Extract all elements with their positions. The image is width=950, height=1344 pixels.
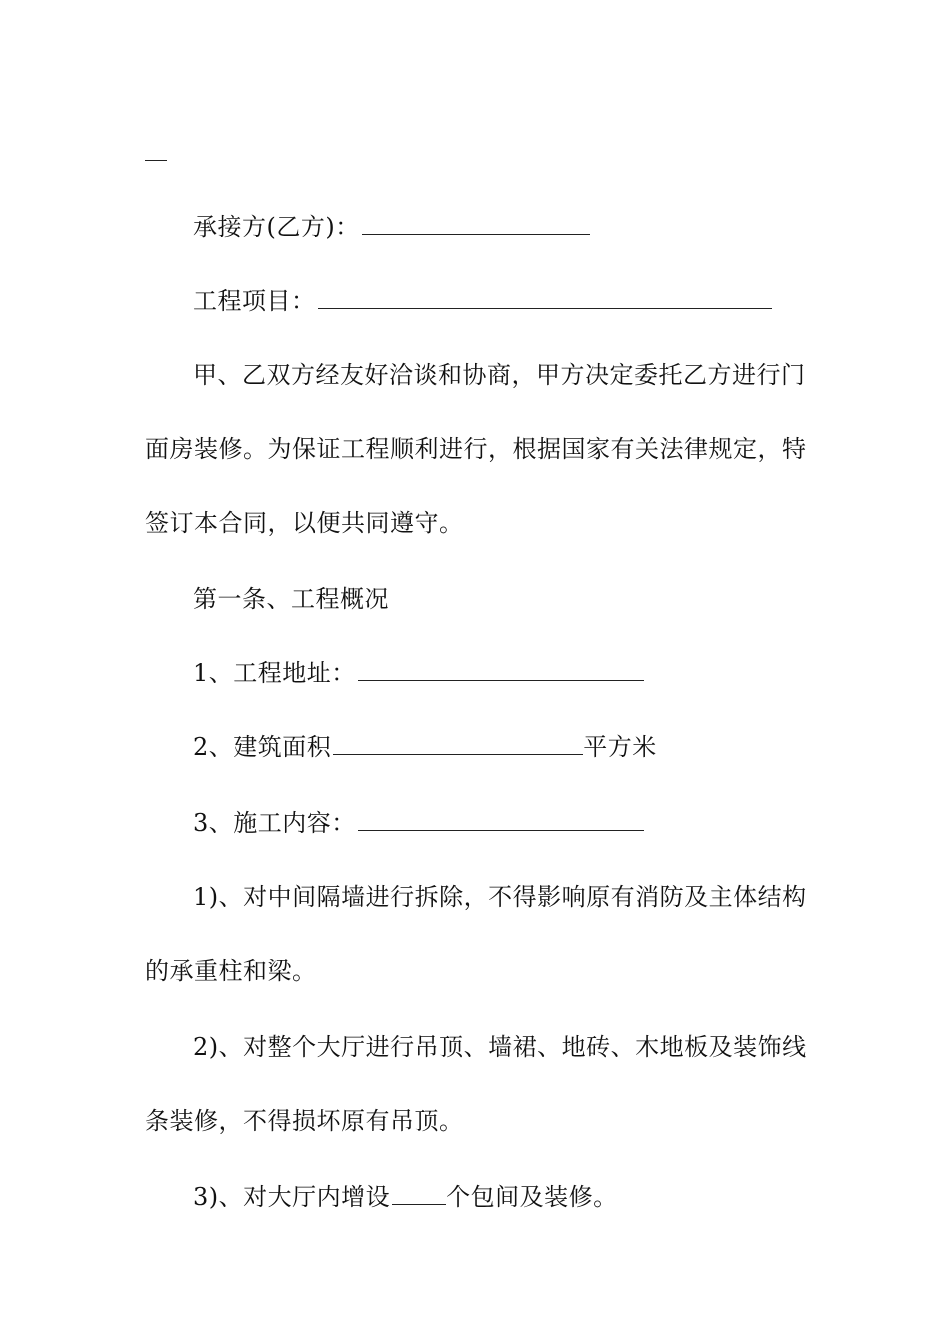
project-line bbox=[193, 284, 805, 318]
item3-line bbox=[193, 806, 805, 840]
item1-label: 1、工程地址： bbox=[193, 659, 356, 687]
content-blank[interactable] bbox=[358, 806, 644, 831]
item2-unit: 平方米 bbox=[583, 733, 657, 761]
sub3-line bbox=[193, 1180, 805, 1214]
sub2-line-1: 2)、对整个大厅进行吊顶、墙裙、地砖、木地板及装饰线 bbox=[193, 1033, 807, 1061]
article1-title: 第一条、工程概况 bbox=[193, 585, 389, 613]
project-blank[interactable] bbox=[318, 284, 772, 309]
sub3-prefix: 3)、对大厅内增设 bbox=[193, 1183, 391, 1211]
item2-label: 2、建筑面积 bbox=[193, 733, 332, 761]
area-blank[interactable] bbox=[333, 730, 583, 755]
intro-line-3: 签订本合同，以便共同遵守。 bbox=[145, 509, 464, 537]
intro-line-2: 面房装修。为保证工程顺利进行，根据国家有关法律规定，特 bbox=[145, 435, 807, 463]
item2-line bbox=[193, 730, 805, 764]
party-b-blank[interactable] bbox=[362, 210, 590, 235]
top-dash bbox=[145, 160, 167, 161]
address-blank[interactable] bbox=[358, 656, 644, 681]
sub2-line-2: 条装修，不得损坏原有吊顶。 bbox=[145, 1107, 464, 1135]
project-label: 工程项目： bbox=[193, 287, 316, 315]
rooms-blank[interactable] bbox=[392, 1180, 446, 1205]
intro-line-1: 甲、乙双方经友好洽谈和协商，甲方决定委托乙方进行门 bbox=[193, 361, 806, 389]
sub1-line-1: 1)、对中间隔墙进行拆除，不得影响原有消防及主体结构 bbox=[193, 883, 807, 911]
party-b-line bbox=[193, 210, 805, 244]
item1-line bbox=[193, 656, 805, 690]
item3-label: 3、施工内容： bbox=[193, 809, 356, 837]
sub1-line-2: 的承重柱和梁。 bbox=[145, 957, 317, 985]
sub3-suffix: 个包间及装修。 bbox=[446, 1183, 618, 1211]
party-b-label: 承接方(乙方)： bbox=[193, 213, 360, 241]
